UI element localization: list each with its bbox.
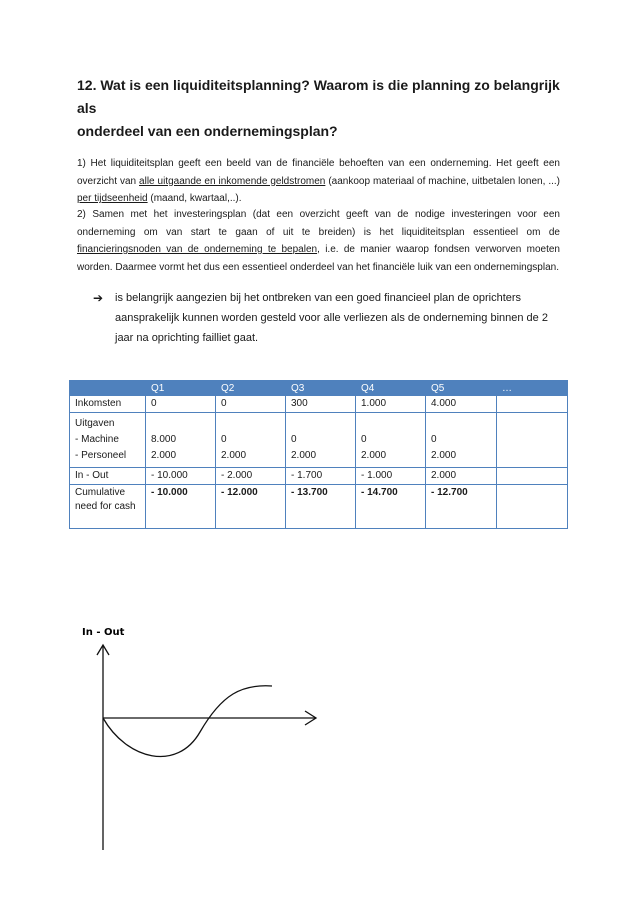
table-cell: [146, 413, 216, 468]
table-cell: Inkomsten: [70, 396, 146, 413]
heading-line-2: onderdeel van een ondernemingsplan?: [77, 123, 338, 139]
table-header-cell: Q5: [426, 381, 497, 396]
table-header-cell: Q4: [356, 381, 426, 396]
table-cell: In - Out: [70, 468, 146, 485]
personeel-q4: 2.000: [361, 450, 387, 461]
table-cell: 1.000: [356, 396, 426, 413]
p2-text-b: , i.e. de manier waarop fondsen verworven moeten worden. Daarmee vormt het dus een essentieel onderdeel van het financiële luik van een ondernemingsplan.: [77, 244, 560, 273]
table-cell: - 10.000: [146, 485, 216, 529]
table-cell: [497, 396, 568, 413]
table-cell: - 1.700: [286, 468, 356, 485]
table-header-cell: Q1: [146, 381, 216, 396]
table-cell: [497, 468, 568, 485]
liquidity-table: [69, 380, 568, 529]
p1-underline-a: alle uitgaande en inkomende geldstromen: [139, 175, 326, 187]
p1-text-c: (maand, kwartaal,..).: [147, 193, 242, 204]
personeel-q5: 2.000: [431, 450, 457, 461]
paragraph-1: [77, 155, 560, 208]
machine-q2: 0: [221, 434, 227, 445]
p1-underline-b: per tijdseenheid: [77, 193, 148, 204]
table-row-inout: [70, 468, 568, 485]
machine-q3: 0: [291, 434, 297, 445]
uitgaven-label: Uitgaven: [75, 418, 115, 429]
table-cell: - 13.700: [286, 485, 356, 529]
arrow-bullet-text: is belangrijk aangezien bij het ontbreken van een goed financieel plan de oprichters aansprakelijk kunnen worden gesteld voor alle verliezen als de onderneming binnen de 2 jaar na oprichting failliet gaat.: [115, 292, 548, 344]
table-header-cell: [70, 381, 146, 396]
p1-text-b: (aankoop materiaal of machine, uitbetalen lonen, ...): [325, 175, 560, 187]
table-cell: [216, 413, 286, 468]
sketch-curve: [103, 686, 272, 757]
table-cell: 0: [146, 396, 216, 413]
table-cell: [497, 485, 568, 529]
table-header-cell: Q3: [286, 381, 356, 396]
personeel-label: - Personeel: [75, 450, 127, 461]
table-header-row: [70, 381, 568, 396]
inout-sketch: [82, 622, 332, 857]
table-row-inkomsten: [70, 396, 568, 413]
table-row-cumulative: [70, 485, 568, 529]
heading-line-1: 12. Wat is een liquiditeitsplanning? Waarom is die planning zo belangrijk als: [77, 77, 560, 116]
table-cell: [286, 413, 356, 468]
table-cell: Cumulative need for cash: [70, 485, 146, 529]
p2-text-a: 2) Samen met het investeringsplan (dat een overzicht geeft van de nodige investeringen voor een onderneming om van start te gaan of uit te breiden) is het liquiditeitsplan essentieel om de: [77, 209, 560, 238]
table-cell: - 10.000: [146, 468, 216, 485]
table-cell: [497, 413, 568, 468]
p1-text-a: 1) Het liquiditeitsplan geeft een beeld van de financiële behoeften van een onderneming. Het geeft een overzicht van: [77, 158, 560, 187]
table-cell: - 12.700: [426, 485, 497, 529]
machine-label: - Machine: [75, 434, 119, 445]
arrow-right-icon: ➔: [93, 291, 104, 305]
table-cell: - 12.000: [216, 485, 286, 529]
table-cell: - 1.000: [356, 468, 426, 485]
table-cell: 300: [286, 396, 356, 413]
table-cell: 4.000: [426, 396, 497, 413]
table-cell: [426, 413, 497, 468]
table-cell: [70, 413, 146, 468]
sketch-y-label: In - Out: [82, 627, 125, 638]
table-cell: [356, 413, 426, 468]
table-cell: - 2.000: [216, 468, 286, 485]
table-header-cell: Q2: [216, 381, 286, 396]
personeel-q3: 2.000: [291, 450, 317, 461]
question-heading: [77, 74, 567, 143]
machine-q5: 0: [431, 434, 437, 445]
table-cell: - 14.700: [356, 485, 426, 529]
machine-q1: 8.000: [151, 434, 177, 445]
personeel-q1: 2.000: [151, 450, 177, 461]
table-header-cell: …: [497, 381, 568, 396]
machine-q4: 0: [361, 434, 367, 445]
p2-underline-a: financieringsnoden van de onderneming te bepalen: [77, 244, 318, 255]
table-row-uitgaven: [70, 413, 568, 468]
table-cell: 2.000: [426, 468, 497, 485]
table-cell: 0: [216, 396, 286, 413]
paragraph-2: [77, 206, 560, 276]
personeel-q2: 2.000: [221, 450, 247, 461]
